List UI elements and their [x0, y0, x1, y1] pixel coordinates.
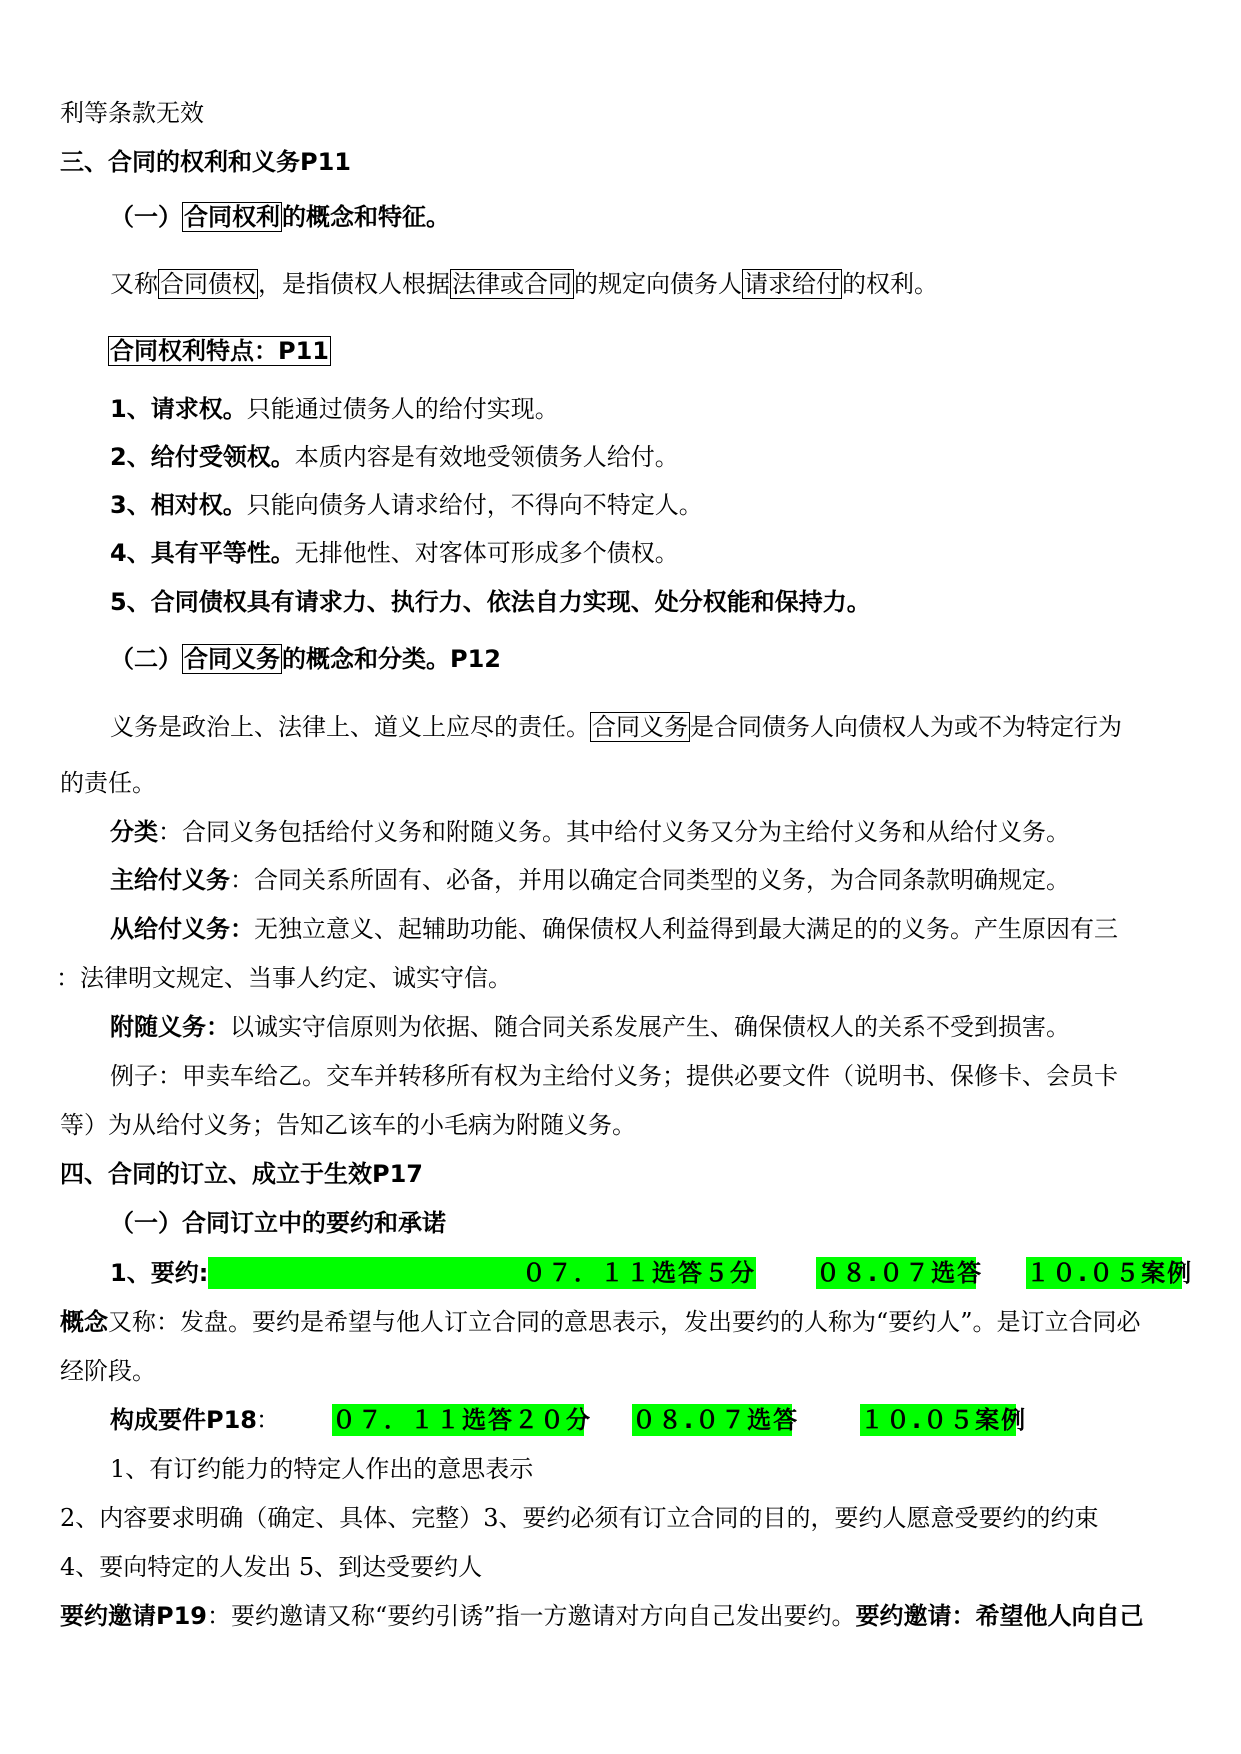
boxed-term: 法律或合同	[452, 270, 572, 298]
text-run: ：要约邀请又称“要约引诱”指一方邀请对方向自己发出要约。	[207, 1602, 856, 1630]
label: 主给付义务	[110, 866, 230, 894]
label: 要约邀请P19	[60, 1602, 207, 1630]
boxed-term: 合同义务	[592, 713, 688, 741]
sub-prefix: （一）	[110, 203, 182, 231]
feature-5: 5、合同债权具有请求力、执行力、依法自力实现、处分权能和保持力。	[110, 588, 871, 616]
label: 1、要约:	[110, 1259, 209, 1287]
label: 分类	[110, 818, 158, 846]
text-line: 利等条款无效	[60, 99, 204, 127]
text-run: 以诚实守信原则为依据、随合同关系发展产生、确保债权人的关系不受到损害。	[230, 1013, 1070, 1041]
text-run: 是合同债务人向债权人为或不为特定行为	[690, 713, 1122, 741]
offer-concept	[60, 1306, 1141, 1338]
text-run: 又称：发盘。要约是希望与他人订立合同的意思表示，发出要约的人称为“要约人”。是订立合同必	[108, 1308, 1141, 1336]
section-heading-4: 四、合同的订立、成立于生效P17	[60, 1160, 423, 1188]
highlight-tag: １０.０５案例	[1026, 1259, 1194, 1287]
obligation-definition-cont: 的责任。	[60, 769, 156, 797]
highlight-tag: ０７．１１选答５分	[208, 1257, 756, 1289]
feature-label: 4、具有平等性。	[110, 539, 295, 567]
feature-label: 1、请求权。	[110, 395, 247, 423]
feature-text: 无排他性、对客体可形成多个债权。	[294, 539, 679, 567]
rights-features-title	[108, 335, 331, 367]
boxed-title: 合同权利特点：P11	[110, 337, 329, 365]
example-line-cont: 等）为从给付义务；告知乙该车的小毛病为附随义务。	[60, 1111, 636, 1139]
text-run: ：合同义务包括给付义务和附随义务。其中给付义务又分为主给付义务和从给付义务。	[158, 818, 1070, 846]
text-run: ：合同关系所固有、必备，并用以确定合同类型的义务，为合同条款明确规定。	[230, 866, 1070, 894]
label: 要约邀请：希望他人向自己	[855, 1602, 1144, 1630]
boxed-term: 请求给付	[744, 270, 840, 298]
boxed-term: 合同债权	[160, 270, 256, 298]
main-obligation	[110, 864, 1070, 896]
feature-1	[110, 393, 559, 425]
label: 概念	[60, 1308, 108, 1336]
subsidiary-obligation	[110, 913, 1118, 945]
example-line: 例子：甲卖车给乙。交车并转移所有权为主给付义务；提供必要文件（说明书、保修卡、会员卡	[110, 1062, 1118, 1090]
sub-rest: 的概念和分类。P12	[282, 645, 501, 673]
requirement-4-5: 4、要向特定的人发出 5、到达受要约人	[60, 1553, 483, 1581]
rights-definition	[110, 268, 938, 300]
text-run: 义务是政治上、法律上、道义上应尽的责任。	[110, 713, 590, 741]
text-run: ，是指债权人根据	[258, 270, 450, 298]
subsidiary-obligation-cont: ：法律明文规定、当事人约定、诚实守信。	[56, 964, 512, 992]
feature-text: 只能通过债务人的给付实现。	[246, 395, 559, 423]
label: 附随义务：	[110, 1013, 230, 1041]
subsection-heading-offer: （一）合同订立中的要约和承诺	[110, 1209, 446, 1237]
offer-invitation	[60, 1600, 1144, 1632]
requirement-1: 1、有订约能力的特定人作出的意思表示	[110, 1455, 534, 1483]
text-run: 的规定向债务人	[574, 270, 742, 298]
label: 从给付义务：	[110, 915, 254, 943]
classification	[110, 816, 1070, 848]
highlight-tag: ０８.０７选答	[816, 1259, 984, 1287]
sub-rest: 的概念和特征。	[282, 203, 450, 231]
offer-concept-cont: 经阶段。	[60, 1357, 156, 1385]
feature-4	[110, 537, 679, 569]
text-run: 又称	[110, 270, 158, 298]
subsection-heading-rights	[110, 201, 450, 233]
feature-label: 2、给付受领权。	[110, 443, 295, 471]
ancillary-obligation	[110, 1011, 1070, 1043]
feature-text: 本质内容是有效地受领债务人给付。	[294, 443, 679, 471]
colon: ：	[256, 1406, 280, 1434]
feature-text: 只能向债务人请求给付，不得向不特定人。	[246, 491, 703, 519]
text-run: 的权利。	[842, 270, 938, 298]
label: 构成要件P18	[110, 1406, 257, 1434]
feature-label: 3、相对权。	[110, 491, 247, 519]
sub-prefix: （二）	[110, 645, 182, 673]
requirement-2-3: 2、内容要求明确（确定、具体、完整）3、要约必须有订立合同的目的，要约人愿意受要约的约束	[60, 1504, 1099, 1532]
section-heading-3: 三、合同的权利和义务P11	[60, 148, 351, 176]
obligation-definition	[110, 711, 1122, 743]
feature-2	[110, 441, 679, 473]
text-run: 无独立意义、起辅助功能、确保债权人利益得到最大满足的的义务。产生原因有三	[254, 915, 1118, 943]
subsection-heading-obligations	[110, 643, 501, 675]
feature-3	[110, 489, 703, 521]
boxed-term: 合同权利	[184, 203, 280, 231]
highlight-tag: ０７．１１选答２０分	[332, 1406, 592, 1434]
highlight-tag: １０.０５案例	[860, 1406, 1028, 1434]
boxed-term: 合同义务	[184, 645, 280, 673]
highlight-tag: ０８.０７选答	[632, 1406, 800, 1434]
